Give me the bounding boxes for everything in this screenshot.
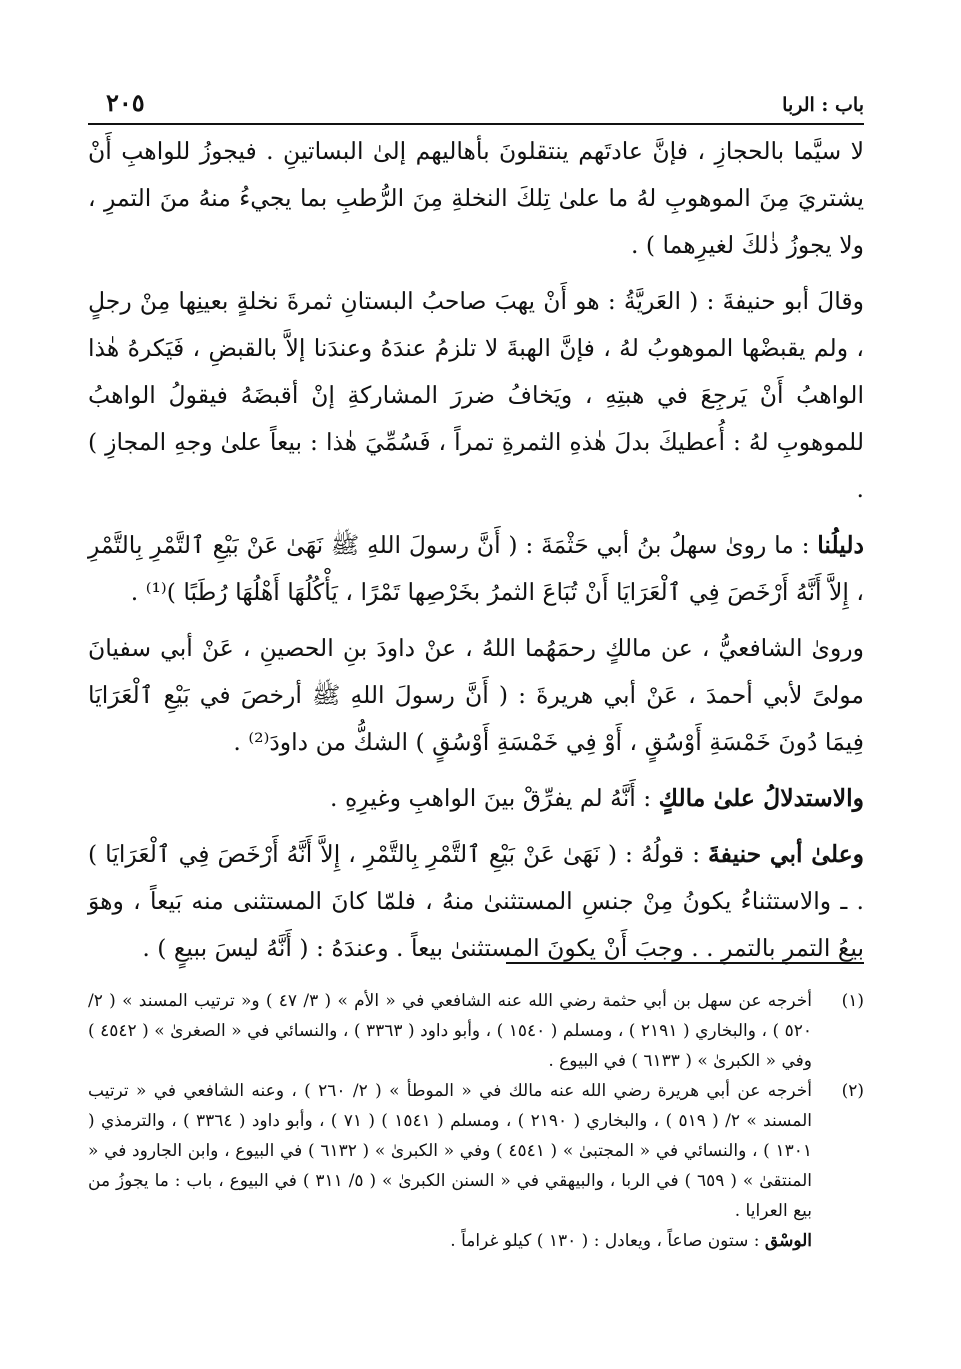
footnote-2-number: (٢) xyxy=(841,1081,864,1101)
footnote-wasq-note xyxy=(88,1226,864,1256)
paragraph-5-lead: والاستدلالُ علىٰ مالكٍ xyxy=(658,784,864,812)
footnote-1 xyxy=(88,986,864,1076)
page-number: ٢٠٥ xyxy=(106,88,145,117)
header-divider xyxy=(88,123,864,125)
paragraph-2: وقالَ أبو حنيفةَ : ( العَريَّةُ : هو أَنْ يهبَ صاحبُ البستانِ ثمرةَ نخلةٍ بعينِها مِنْ رجلٍ ، ولم يقبضْها الموهوبُ لهُ ، فإنَّ الهبةَ لا تلزمُ عندَهُ وعندَنا إلاَّ بالقبضِ ، فَيَكرهُ هٰذا الواهبُ أَنْ يَرجِعَ في هبتِهِ ، ويَخافُ ضررَ المشاركةِ إنْ أقبضَهُ فيقولُ الواهبُ للموهوبِ لهُ : أُعطيكَ بدلَ هٰذهِ الثمرةِ تمراً ، فَسُمِّيَ هٰذا : بيعاً علىٰ وجهِ المجازِ ) . xyxy=(88,287,864,503)
paragraph-3 xyxy=(88,522,864,616)
paragraph-3-lead: دليلُنا xyxy=(817,531,864,559)
footnote-2 xyxy=(88,1076,864,1226)
paragraph-5 xyxy=(88,775,864,822)
paragraph-6-text: : قولُهُ : ( نَهَىٰ عَنْ بَيْعِ ٱلتَّمْرِ بِالتَّمْرِ ، إِلاَّ أَنَّهُ أَرْخَصَ فِي ٱلْعَرَايَا ) . ـ والاستثناءُ يكونُ مِنْ جنسِ المستثنىٰ منهُ ، فلمّا كانَ المستثنى منه بَيعاً ، وهوَ بيعُ التمرِ بالتمرِ . . وجبَ أَنْ يكونَ المستثنىٰ بيعاً . وعندَهُ : ( أَنَّهُ ليسَ ببيعٍ ) . xyxy=(88,840,864,962)
paragraph-5-text: : أَنَّهُ لم يفرِّقْ بينَ الواهبِ وغيرِهِ . xyxy=(330,784,659,812)
footnote-1-text: أخرجه عن سهل بن أبي حثمة رضي الله عنه الشافعي في « الأم » ( ٣/ ٤٧ ) و« ترتيب المسند » ( ٢/ ٥٢٠ ) ، والبخاري ( ٢١٩١ ) ، ومسلم ( ١٥٤٠ ) ، وأبو داود ( ٣٣٦٣ ) ، والنسائي في « الصغرىٰ » ( ٤٥٤٢ ) وفي « الكبرىٰ » ( ٦١٣٣ ) في البيوع . xyxy=(88,991,812,1071)
wasq-term: الوسْق xyxy=(764,1231,812,1251)
chapter-title: باب : الربا xyxy=(782,94,864,116)
footnote-1-number: (١) xyxy=(841,991,864,1011)
wasq-definition: : ستون صاعاً ، ويعادل : ( ١٣٠ ) كيلو غراماً . xyxy=(450,1231,765,1251)
main-text xyxy=(88,128,864,981)
footnote-2-text: أخرجه عن أبي هريرة رضي الله عنه مالك في « الموطأ » ( ٢/ ٢٦٠ ) ، وعنه الشافعي في « ترتيب المسند » ٢/ ( ٥١٩ ) ، والبخاري ( ٢١٩٠ ) ، ومسلم ( ١٥٤١ ) ( ٧١ ) ، وأبو داود ( ٣٣٦٤ ) ، والترمذي ( ١٣٠١ ) ، والنسائي في « المجتبىٰ » ( ٤٥٤١ ) وفي « الكبرىٰ » ( ٦١٣٢ ) في البيوع ، وابن الجارود في « المنتقىٰ » ( ٦٥٩ ) في الربا ، والبيهقي في « السنن الكبرىٰ » ( ٥/ ٣١١ ) في البيوع ، باب : ما يجوزُ من بيع العرايا . xyxy=(88,1081,812,1221)
paragraph-6 xyxy=(88,831,864,972)
running-header xyxy=(88,84,864,118)
footnotes xyxy=(88,986,864,1256)
paragraph-3-text: : ما روىٰ سهلُ بنُ أبي حَثْمَةَ : ( أَنَّ رسولَ اللهِ ﷺ نَهَىٰ عَنْ بَيْعِ ٱلتَّمْرِ بِالتَّمْرِ ، إِلاَّ أَنَّهُ أَرْخَصَ فِي ٱلْعَرَايَا أَنْ تُبَاعَ الثمرُ بخَرْصِها تَمْرًا ، يَأْكُلُهَا أَهْلُهَا رُطَبًا )⁽¹⁾ . xyxy=(88,531,864,606)
paragraph-6-lead: وعلىٰ أبي حنيفةَ xyxy=(708,840,865,868)
paragraph-4: وروىٰ الشافعيُّ ، عن مالكٍ رحمَهُما اللهُ ، عنْ داودَ بنِ الحصينِ ، عَنْ أبي سفيانَ مولىً لأبي أحمدَ ، عَنْ أبي هريرةَ : ( أَنَّ رسولَ اللهِ ﷺ أرخصَ في بَيْعِ ٱلْعَرَايَا فِيمَا دُونَ خَمْسَةِ أَوْسُقٍ ، أَوْ فِي خَمْسَةِ أَوْسُقٍ ) الشكُّ من داودَ⁽²⁾ . xyxy=(88,634,864,756)
footnote-divider xyxy=(506,962,864,964)
paragraph-1: لا سيَّما بالحجازِ ، فإنَّ عادتَهم ينتقلونَ بأهاليهم إلىٰ البساتينِ . فيجوزُ للواهبِ أَنْ يشتريَ مِنَ الموهوبِ لهُ ما علىٰ تِلكَ النخلةِ مِنَ الرُّطبِ بما يجيءُ منهُ منَ التمرِ ، ولا يجوزُ ذٰلكَ لغيرِهما ) . xyxy=(88,137,864,259)
